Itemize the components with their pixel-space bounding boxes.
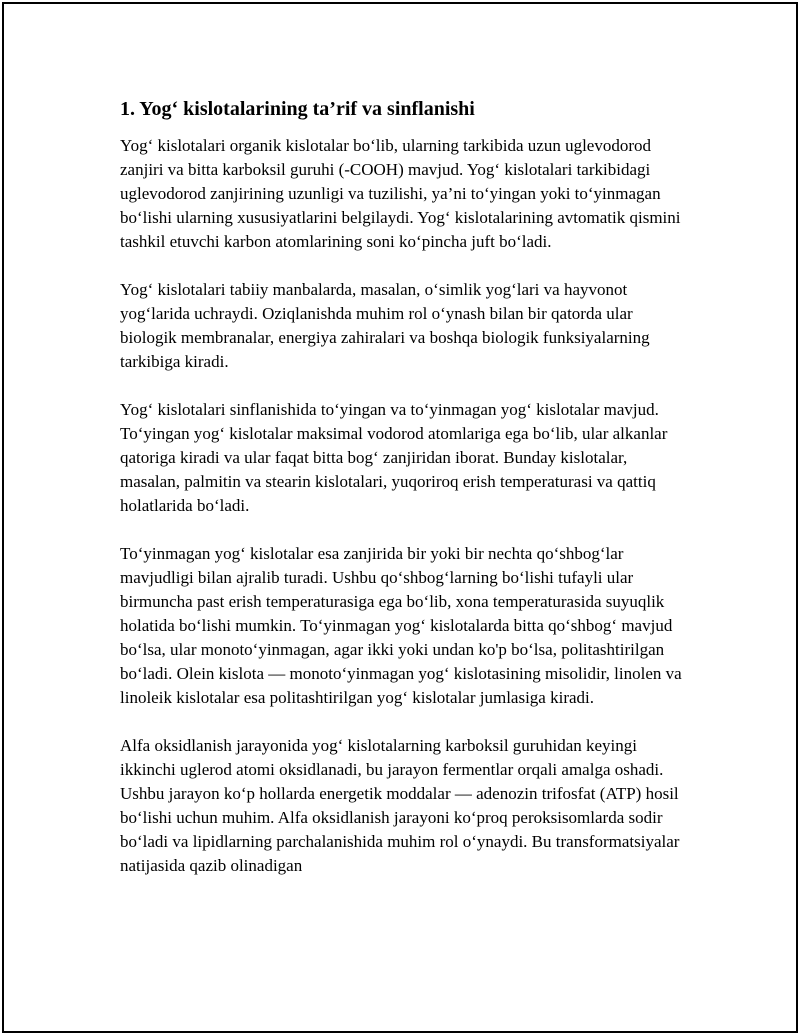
paragraph-classification: Yog‘ kislotalari sinflanishida to‘yingan va to‘yinmagan yog‘ kislotalar mavjud. To‘yingan yog‘ kislotalar maksimal vodorod atomlariga ega bo‘lib, ular alkanlar qatoriga kiradi va ular faqat bitta bog‘ zanjiridan iborat. Bunday kislotalar, masalan, palmitin va stearin kislotalari, yuqoriroq erish temperaturasi va qattiq holatlarida bo‘ladi. <box>120 400 668 515</box>
paragraph-definition: Yog‘ kislotalari organik kislotalar bo‘lib, ularning tarkibida uzun uglevodorod zanjiri va bitta karboksil guruhi (-COOH) mavjud. Yog‘ kislotalari tarkibidagi uglevodorod zanjirining uzunligi va tuzilishi, ya’ni to‘yingan yoki to‘yinmagan bo‘lishi ularning xususiyatlarini belgilaydi. Yog‘ kislotalarining avtomatik qismini tashkil etuvchi karbon atomlarining soni ko‘pincha juft bo‘ladi. <box>120 136 681 251</box>
paragraph-natural-sources: Yog‘ kislotalari tabiiy manbalarda, masalan, o‘simlik yog‘lari va hayvonot yog‘larida uchraydi. Oziqlanishda muhim rol o‘ynash bilan bir qatorda ular biologik membranalar, energiya zahiralari va boshqa biologik funksiyalarning tarkibiga kiradi. <box>120 280 650 371</box>
document-body <box>120 95 690 902</box>
document-page <box>2 2 798 1033</box>
section-heading: 1. Yog‘ kislotalarining ta’rif va sinflanishi <box>120 98 475 120</box>
paragraph-unsaturated: To‘yinmagan yog‘ kislotalar esa zanjirida bir yoki bir nechta qo‘shbog‘lar mavjudligi bilan ajralib turadi. Ushbu qo‘shbog‘larning bo‘lishi tufayli ular birmuncha past erish temperaturasiga ega bo‘lib, xona temperaturasida suyuqlik holatida bo‘lishi mumkin. To‘yinmagan yog‘ kislotalarda bitta qo‘shbog‘ mavjud bo‘lsa, ular monoto‘yinmagan, agar ikki yoki undan ko'p bo‘lsa, politashtirilgan bo‘ladi. Olein kislota — monoto‘yinmagan yog‘ kislotasining misolidir, linolen va linoleik kislotalar esa politashtirilgan yog‘ kislotalar jumlasiga kiradi. <box>120 544 682 707</box>
paragraph-alpha-oxidation: Alfa oksidlanish jarayonida yog‘ kislotalarning karboksil guruhidan keyingi ikkinchi uglerod atomi oksidlanadi, bu jarayon fermentlar orqali amalga oshadi. Ushbu jarayon ko‘p hollarda energetik moddalar — adenozin trifosfat (ATP) hosil bo‘lishi uchun muhim. Alfa oksidlanish jarayoni ko‘proq peroksisomlarda sodir bo‘ladi va lipidlarning parchalanishida muhim rol o‘ynaydi. Bu transformatsiyalar natijasida qazib olinadigan <box>120 736 680 875</box>
